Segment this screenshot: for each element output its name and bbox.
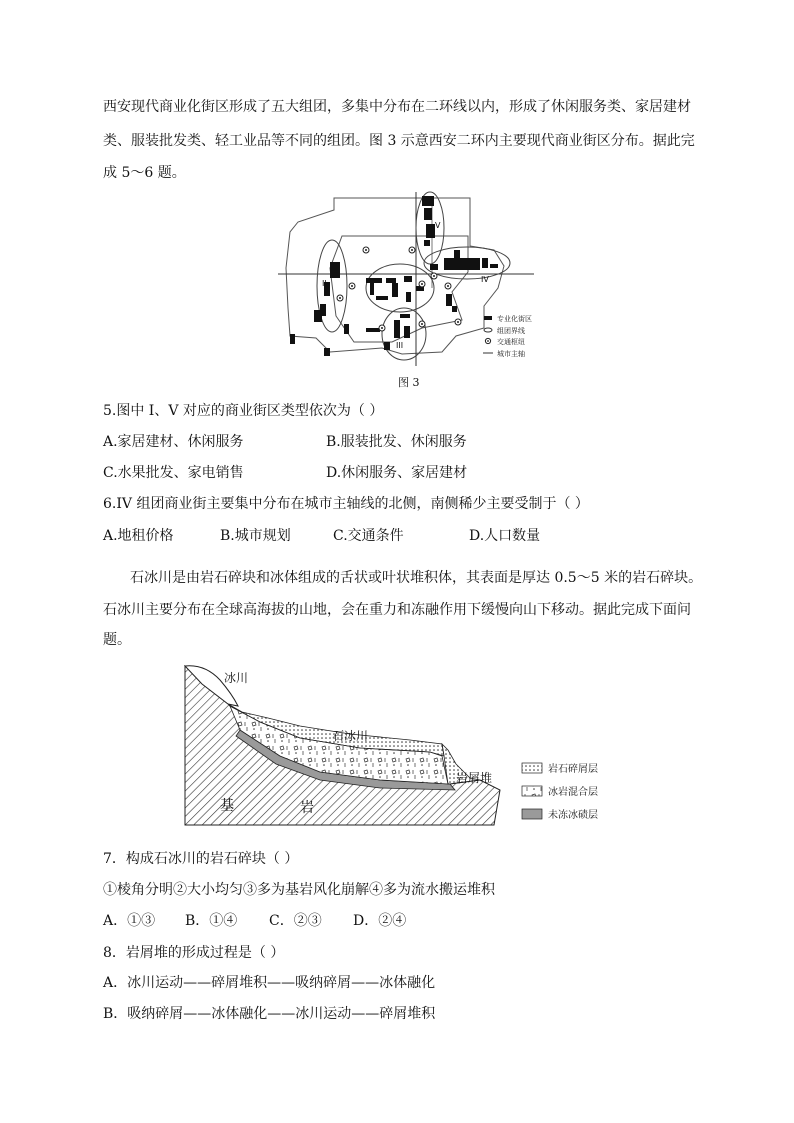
ellipse-icon — [484, 328, 492, 332]
xian-commercial-map — [272, 188, 542, 372]
q7-option-c: C．②③ — [269, 913, 322, 929]
q5-stem: 5.图中 I、V 对应的商业街区类型依次为（ ） — [103, 403, 384, 419]
legend-label-3: 交通枢纽 — [497, 338, 525, 346]
rock-glacier-diagram — [180, 660, 640, 830]
talus-label: 岩屑堆 — [456, 771, 493, 785]
legend-label-4: 城市主轴 — [497, 350, 525, 358]
q5-option-b: B.服装批发、休闲服务 — [326, 434, 467, 450]
rock-glacier-label: 石冰川 — [332, 729, 369, 743]
q6-option-a: A.地租价格 — [103, 528, 174, 544]
map-caption: 图 3 — [398, 376, 420, 389]
q7-statements: ①棱角分明②大小均匀③多为基岩风化崩解④多为流水搬运堆积 — [103, 882, 495, 898]
dotted-pattern-icon — [522, 763, 542, 773]
map-legend — [483, 314, 532, 358]
bedrock-label-2: 岩 — [300, 800, 314, 816]
group-label-iii: III — [396, 341, 404, 350]
q8-option-a: A．冰川运动——碎屑堆积——吸纳碎屑——冰体融化 — [103, 975, 436, 991]
glacier-label: 冰川 — [224, 671, 249, 685]
q7-option-a: A．①③ — [103, 913, 156, 929]
q8-stem: 8．岩屑堆的形成过程是（ ） — [103, 945, 285, 961]
q7-option-d: D．②④ — [353, 913, 407, 929]
xian-commercial-map-figure — [272, 188, 542, 372]
intro1-line-1: 西安现代商业化街区形成了五大组团，多集中分布在二环线以内，形成了休闲服务类、家居建材 — [103, 99, 691, 115]
intro2-line-3: 题。 — [103, 632, 131, 648]
bedrock-label-1: 基 — [220, 798, 234, 814]
q6-option-c: C.交通条件 — [333, 528, 404, 544]
legend-debris-label: 岩石碎屑层 — [548, 764, 598, 775]
group-label-v: V — [435, 221, 441, 230]
q6-option-d: D.人口数量 — [469, 528, 541, 544]
q5-option-a: A.家居建材、休闲服务 — [103, 434, 244, 450]
intro2-line-1: 石冰川是由岩石碎块和冰体组成的舌状或叶状堆积体，其表面是厚达 0.5～5 米的岩石碎块。 — [130, 570, 703, 586]
group-label-ii: II — [322, 279, 327, 288]
glacier-legend — [522, 762, 598, 821]
group-label-i: I — [408, 295, 411, 304]
legend-label-2: 组团界线 — [497, 327, 525, 335]
intro2-line-2: 石冰川主要分布在全球高海拔的山地，会在重力和冻融作用下缓慢向山下移动。据此完成下面问 — [103, 602, 691, 618]
q5-option-d: D.休闲服务、家居建材 — [326, 465, 468, 481]
group-label-iv: IV — [481, 275, 489, 284]
rock-glacier-figure — [180, 660, 640, 830]
q8-option-b: B．吸纳碎屑——冰体融化——冰川运动——碎屑堆积 — [103, 1006, 436, 1022]
legend-moraine-label: 未冻冰碛层 — [548, 810, 598, 821]
q6-option-b: B.城市规划 — [220, 528, 291, 544]
intro1-line-2: 类、服装批发类、轻工业品等不同的组团。图 3 示意西安二环内主要现代商业街区分布。据此完 — [103, 133, 695, 149]
legend-label-1: 专业化街区 — [497, 315, 532, 323]
intro1-line-3: 成 5～6 题。 — [103, 165, 186, 181]
q5-option-c: C.水果批发、家电销售 — [103, 465, 244, 481]
gray-fill-icon — [522, 809, 542, 819]
q7-option-b: B．①④ — [185, 913, 238, 929]
q6-stem: 6.IV 组团商业街主要集中分布在城市主轴线的北侧，南侧稀少主要受制于（ ） — [103, 496, 589, 512]
legend-mixed-label: 冰岩混合层 — [548, 787, 598, 798]
q7-stem: 7．构成石冰川的岩石碎块（ ） — [103, 851, 299, 867]
black-square-icon — [484, 316, 492, 320]
mixed-pattern-icon — [522, 786, 542, 796]
